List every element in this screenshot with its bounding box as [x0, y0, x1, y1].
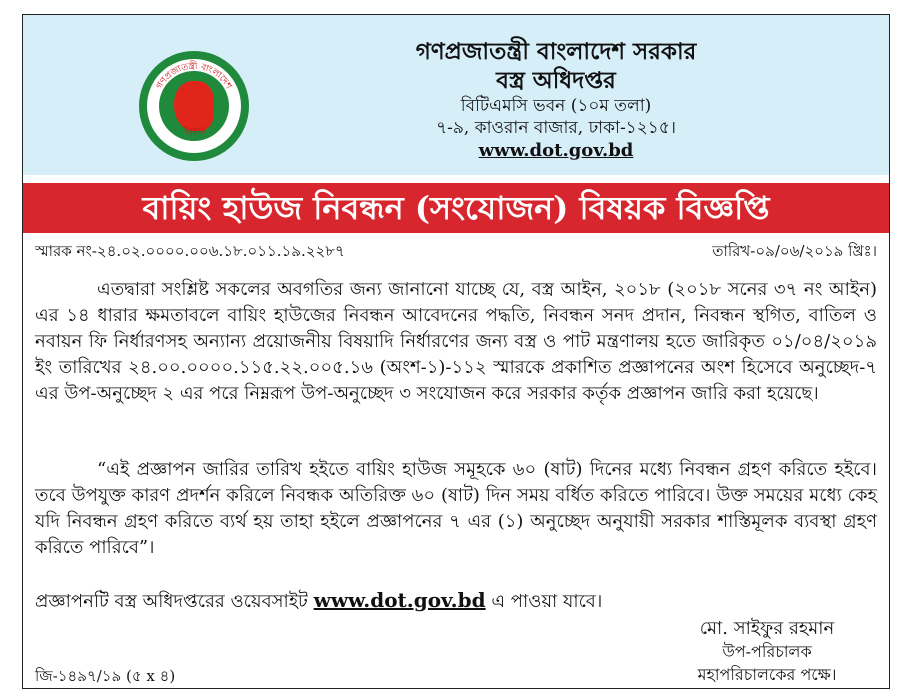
government-seal-icon: [139, 51, 249, 161]
department-name: বস্ত্র অধিদপ্তর: [496, 67, 616, 94]
website-link[interactable]: www.dot.gov.bd: [478, 140, 634, 161]
memo-number: স্মারক নং-২৪.০২.০০০০.০০৬.১৮.০১১.১৯.২২৮৭: [35, 242, 345, 260]
memo-row: [35, 240, 877, 262]
address: ৭-৯, কাওরান বাজার, ঢাকা-১২১৫।: [436, 118, 676, 138]
website-sentence-prefix: প্রজ্ঞাপনটি বস্ত্র অধিদপ্তরের ওয়েবসাইট: [35, 591, 308, 612]
website-sentence-suffix: এ পাওয়া যাবে।: [491, 591, 603, 612]
header-text-block: [263, 37, 849, 163]
signatory-name: মো. সাইফুর রহমান: [699, 618, 835, 639]
footer-reference: জি-১৪৯৭/১৯ (৫ x ৪): [35, 667, 176, 685]
body-paragraph-2: “এই প্রজ্ঞাপন জারির তারিখ হইতে বায়িং হাউজ সমূহকে ৬০ (ষাট) দিনের মধ্যে নিবন্ধন গ্রহণ করিতে হইবে। তবে উপযুক্ত কারণ প্রদর্শন করিলে নিবন্ধক অতিরিক্ত ৬০ (ষাট) দিন সময় বর্ধিত করিতে পারিবে। উক্ত সময়ের মধ্যে কেহ যদি নিবন্ধন গ্রহণ করিতে ব্যর্থ হয় তাহা হইলে প্রজ্ঞাপনের ৭ এর (১) অনুচ্ছেদ অনুযায়ী সরকার শাস্তিমূলক ব্যবস্থা গ্রহণ করিতে পারিবে”।: [35, 459, 877, 558]
notice-header: [23, 15, 889, 175]
notice-title-banner: বায়িং হাউজ নিবন্ধন (সংযোজন) বিষয়ক বিজ্ঞপ্তি: [23, 183, 889, 233]
website-link-body[interactable]: www.dot.gov.bd: [313, 588, 486, 612]
notice-frame: [22, 14, 890, 689]
signatory-designation: উপ-পরিচালক: [722, 642, 812, 661]
memo-date: তারিখ-০৯/০৬/২০১৯ খ্রিঃ।: [712, 242, 877, 260]
signatory-on-behalf: মহাপরিচালকের পক্ষে।: [697, 665, 837, 684]
svg-text:সরকার: সরকার: [180, 125, 208, 138]
government-title: গণপ্রজাতন্ত্রী বাংলাদেশ সরকার: [415, 38, 697, 65]
body-paragraph-3: [35, 587, 877, 615]
body-paragraph-1: এতদ্বারা সংশ্লিষ্ট সকলের অবগতির জন্য জানানো যাচ্ছে যে, বস্ত্র আইন, ২০১৮ (২০১৮ সনের ৩৭ নং আইন) এর ১৪ ধারার ক্ষমতাবলে বায়িং হাউজের নিবন্ধন আবেদনের পদ্ধতি, নিবন্ধন সনদ প্রদান, নিবন্ধন স্থগিত, বাতিল ও নবায়ন ফি নির্ধারণসহ অন্যান্য প্রয়োজনীয় বিষয়াদি নির্ধারণের জন্য বস্ত্র ও পাট মন্ত্রণালয় হতে জারিকৃত ০১/০৪/২০১৯ ইং তারিখের ২৪.০০.০০০০.১১৫.২২.০০৫.১৬ (অংশ-১)-১১২ স্মারকে প্রকাশিত প্রজ্ঞাপনের অংশ হিসেবে অনুচ্ছেদ-৭ এর উপ-অনুচ্ছেদ ২ এর পরে নিম্নরূপ উপ-অনুচ্ছেদ ৩ সংযোজন করে সরকার কর্তৃক প্রজ্ঞাপন জারি করা হয়েছে।: [35, 279, 877, 404]
signature-block: [657, 617, 877, 686]
svg-text:গণপ্রজাতন্ত্রী বাংলাদেশ: গণপ্রজাতন্ত্রী বাংলাদেশ: [154, 61, 234, 91]
building-name: বিটিএমসি ভবন (১০ম তলা): [460, 96, 652, 116]
